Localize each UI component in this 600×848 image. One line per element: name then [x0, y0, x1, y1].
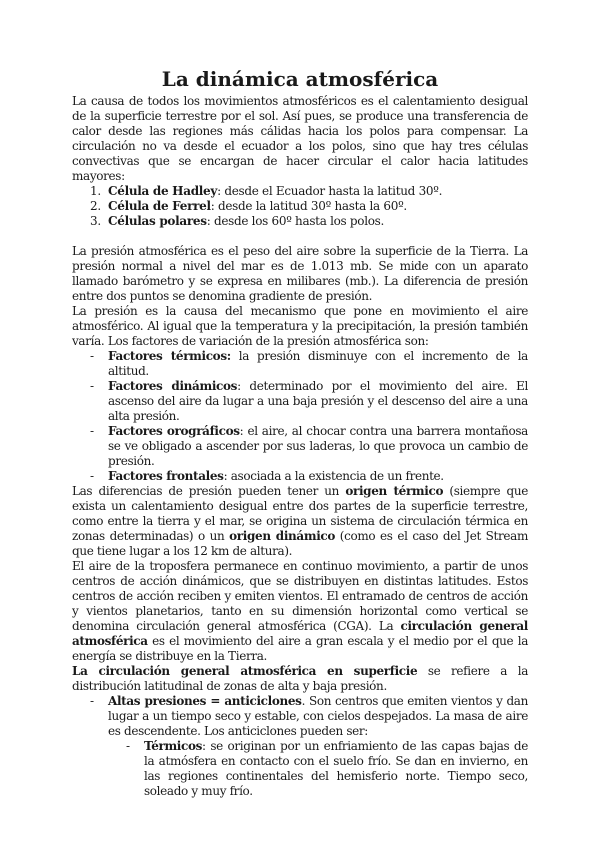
list-item-term: Altas presiones = anticiclones [108, 694, 302, 708]
origin-text-1: Las diferencias de presión pueden tener un [72, 484, 346, 498]
dash-bullet: - [90, 379, 94, 393]
list-item [72, 469, 528, 484]
cga-term: circulación general atmosférica [72, 619, 528, 648]
list-item-desc: : desde el Ecuador hasta la latitud 30º. [217, 184, 443, 198]
list-item [72, 199, 528, 214]
dash-bullet: - [90, 349, 94, 363]
pressure-paragraph-1: La presión atmosférica es el peso del aire sobre la superficie de la Tierra. La presión normal a nivel del mar es de 1.013 mb. Se mide con un aparato llamado barómetro y se expresa en milibares (mb.). La diferencia de presión entre dos puntos se denomina gradiente de presión. [72, 244, 528, 303]
list-item [72, 379, 528, 424]
list-item-term: Célula de Hadley [108, 184, 218, 198]
pressure-factors-list [72, 349, 528, 484]
list-item-desc: la presión disminuye con el incremento de la altitud. [108, 349, 528, 378]
list-item-term: Factores orográficos [108, 424, 240, 438]
list-item-desc: : se originan por un enfriamiento de las capas bajas de la atmósfera en contacto con el suelo frío. Se dan en invierno, en las regiones continentales del hemisferio norte. Tiempo seco, soleado y muy frío. [144, 739, 528, 798]
intro-paragraph: La causa de todos los movimientos atmosféricos es el calentamiento desigual de la superficie terrestre por el sol. Así pues, se produce una transferencia de calor desde las regiones más cálidas hacia los polos para compensar. La circulación no va desde el ecuador a los polos, sino que hay tres células convectivas que se encargan de hacer circular el calor hacia latitudes mayores: [72, 94, 528, 183]
list-item-term: Factores térmicos: [108, 349, 231, 363]
list-item-desc: : desde los 60º hasta los polos. [206, 214, 385, 228]
list-number: 1. [90, 184, 101, 198]
dash-bullet: - [126, 739, 130, 753]
paragraph-spacer [72, 229, 528, 244]
list-item-desc: : determinado por el movimiento del aire. El ascenso del aire da lugar a una baja presión y el descenso del aire a una alta presión. [108, 379, 528, 423]
list-item-term: Factores frontales [108, 469, 224, 483]
pressure-systems-list [72, 694, 528, 739]
pressure-paragraph-2: La presión es la causa del mecanismo que pone en movimiento el aire atmosférico. Al igual que la temperatura y la precipitación, la presión también varía. Los factores de variación de la presión atmosférica son: [72, 304, 528, 348]
list-item-term: Térmicos [144, 739, 203, 753]
page-title: La dinámica atmosférica [161, 67, 439, 91]
list-item-term: Célula de Ferrel [108, 199, 211, 213]
surface-paragraph [72, 664, 528, 694]
surface-text: se refiere a la distribución latitudinal de zonas de alta y baja presión. [72, 664, 528, 693]
cga-text-2: es el movimiento del aire a gran escala y el medio por el que la energía se distribuye en la Tierra. [72, 634, 528, 663]
list-item [72, 424, 528, 469]
document-page [72, 64, 528, 799]
dash-bullet: - [90, 694, 94, 708]
origin-text-3: (como es el caso del Jet Stream que tiene lugar a los 12 km de altura). [72, 529, 528, 558]
list-number: 3. [90, 214, 101, 228]
list-item [72, 739, 528, 799]
anticyclone-types-list [72, 739, 528, 799]
cga-paragraph [72, 559, 528, 664]
list-item-term: Factores dinámicos [108, 379, 238, 393]
list-item [72, 214, 528, 229]
list-item-desc: : desde la latitud 30º hasta la 60º. [210, 199, 407, 213]
origin-term-thermal: origen térmico [345, 484, 444, 498]
surface-term: La circulación general atmosférica en superficie [72, 664, 418, 678]
cga-text-1: El aire de la troposfera permanece en continuo movimiento, a partir de unos centros de acción dinámicos, que se distribuyen en distintas latitudes. Estos centros de acción reciben y emiten vientos. El entramado de centros de acción y vientos planetarios, tanto en su dimensión horizontal como vertical se denomina circulación general atmosférica (CGA). La [72, 559, 528, 633]
origin-term-dynamic: origen dinámico [229, 529, 336, 543]
list-number: 2. [90, 199, 101, 213]
list-item [72, 349, 528, 379]
origin-text-2: (siempre que exista un calentamiento desigual entre dos partes de la superficie terrestre, como entre la tierra y el mar, se origina un sistema de circulación térmica en zonas determinadas) o un [72, 484, 528, 543]
list-item-desc: : el aire, al chocar contra una barrera montañosa se ve obligado a ascender por sus laderas, lo que provoca un cambio de presión. [108, 424, 528, 468]
dash-bullet: - [90, 469, 94, 483]
convective-cells-list [72, 184, 528, 229]
dash-bullet: - [90, 424, 94, 438]
list-item [72, 184, 528, 199]
list-item-term: Células polares [108, 214, 207, 228]
origin-paragraph [72, 484, 528, 559]
list-item-desc: . Son centros que emiten vientos y dan lugar a un tiempo seco y estable, con cielos despejados. La masa de aire es descendente. Los anticiclones pueden ser: [108, 694, 528, 738]
list-item [72, 694, 528, 739]
list-item-desc: : asociada a la existencia de un frente. [223, 469, 444, 483]
